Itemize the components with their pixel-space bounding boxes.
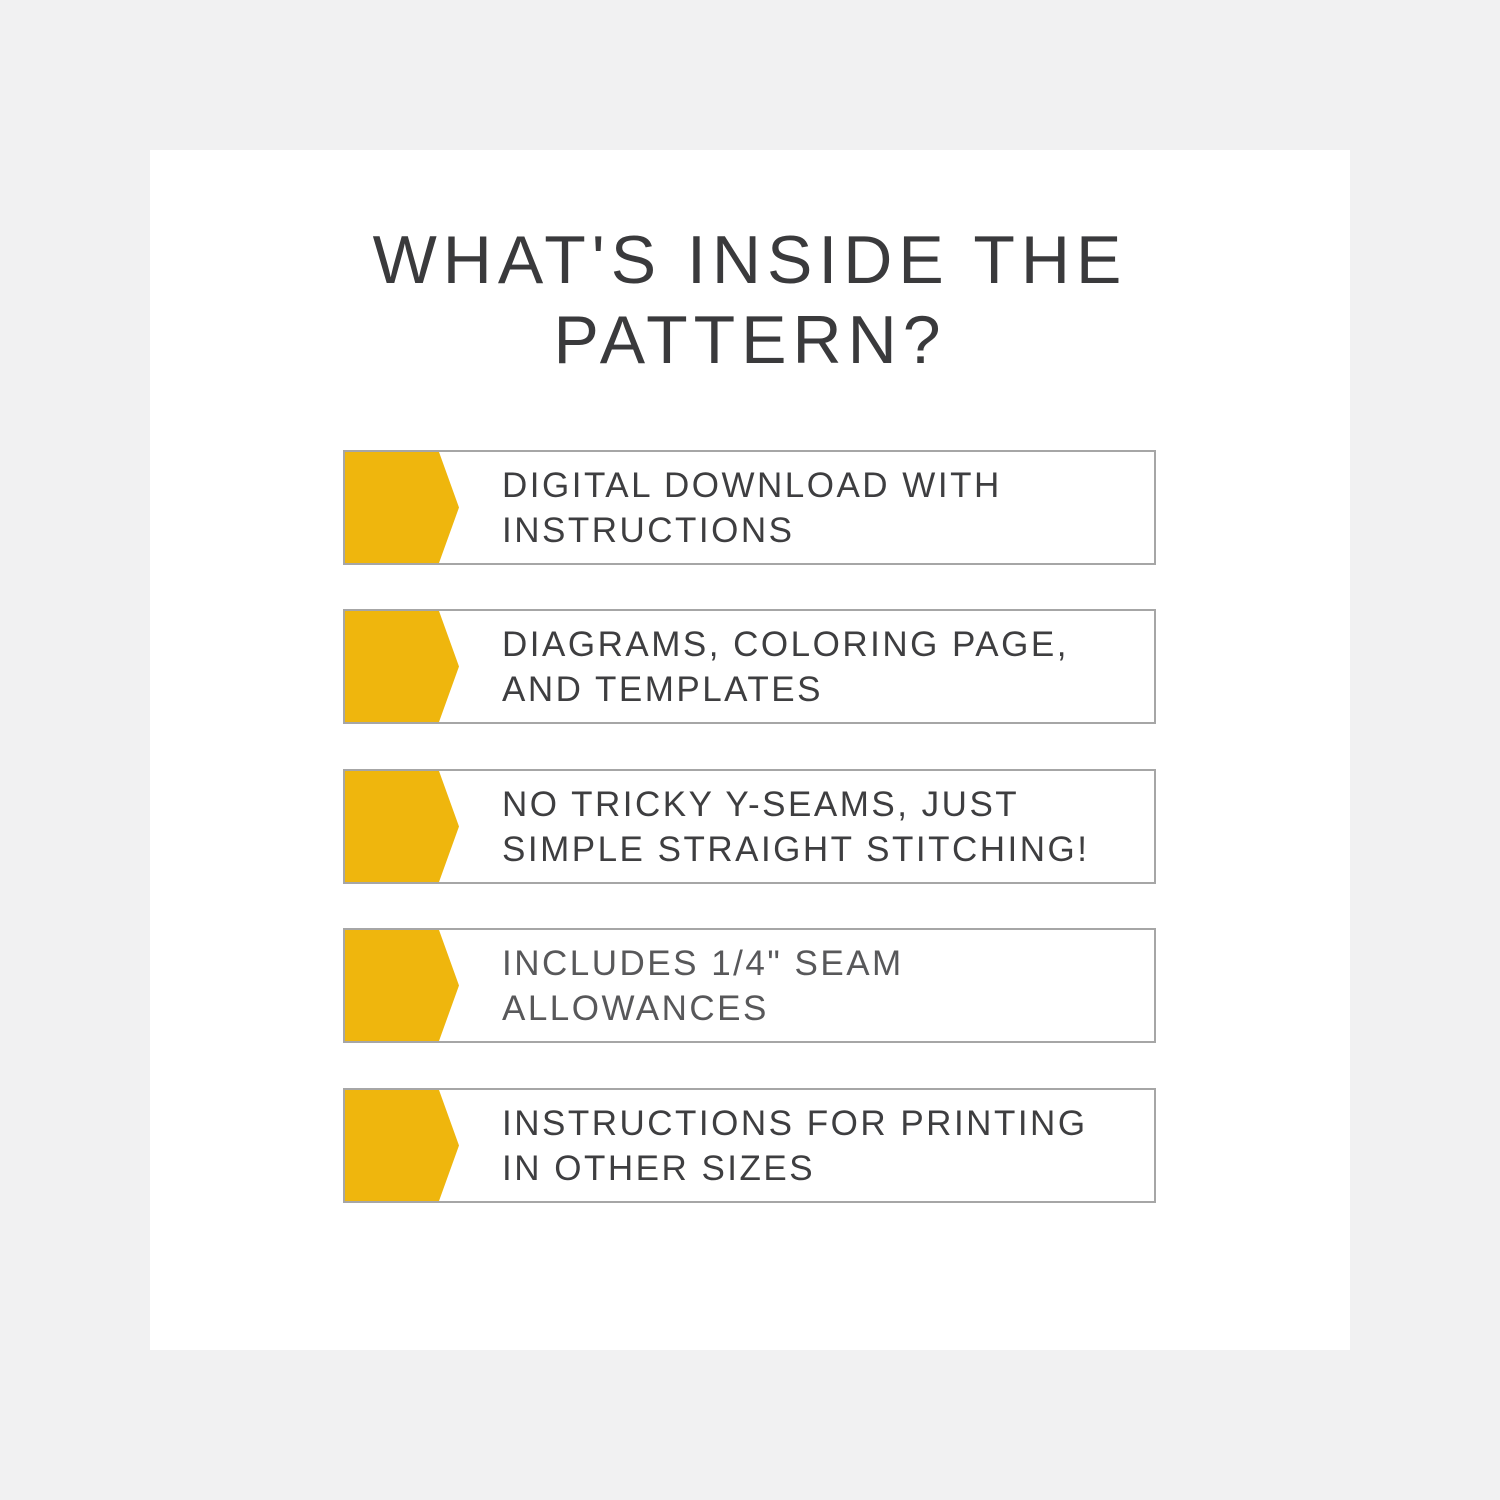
feature-line-1: DIAGRAMS, COLORING PAGE, [502,624,1069,664]
feature-line-2: INSTRUCTIONS [502,510,795,550]
content-card [150,150,1350,1350]
feature-line-2: AND TEMPLATES [502,669,823,709]
feature-text [502,611,1142,722]
arrow-right-pennant-icon [345,930,459,1041]
feature-line-2: IN OTHER SIZES [502,1148,816,1188]
feature-text [502,771,1142,882]
feature-row-printing-sizes [343,1088,1156,1203]
feature-row-no-y-seams [343,769,1156,884]
feature-row-digital-download [343,450,1156,565]
feature-line-2: SIMPLE STRAIGHT STITCHING! [502,829,1090,869]
feature-text [502,930,1142,1041]
arrow-right-pennant-icon [345,611,459,722]
feature-line-1: NO TRICKY Y-SEAMS, JUST [502,784,1020,824]
feature-text [502,452,1142,563]
feature-line-1: INCLUDES 1/4" SEAM [502,943,904,983]
feature-row-seam-allowances [343,928,1156,1043]
arrow-right-pennant-icon [345,452,459,563]
arrow-right-pennant-icon [345,771,459,882]
page-title-line-2: PATTERN? [553,302,947,378]
feature-line-1: DIGITAL DOWNLOAD WITH [502,465,1002,505]
arrow-right-pennant-icon [345,1090,459,1201]
feature-text [502,1090,1142,1201]
feature-line-1: INSTRUCTIONS FOR PRINTING [502,1103,1088,1143]
feature-list [150,150,1350,1350]
page-title-line-1: WHAT'S INSIDE THE [372,222,1128,298]
feature-line-2: ALLOWANCES [502,988,769,1028]
feature-row-diagrams-templates [343,609,1156,724]
